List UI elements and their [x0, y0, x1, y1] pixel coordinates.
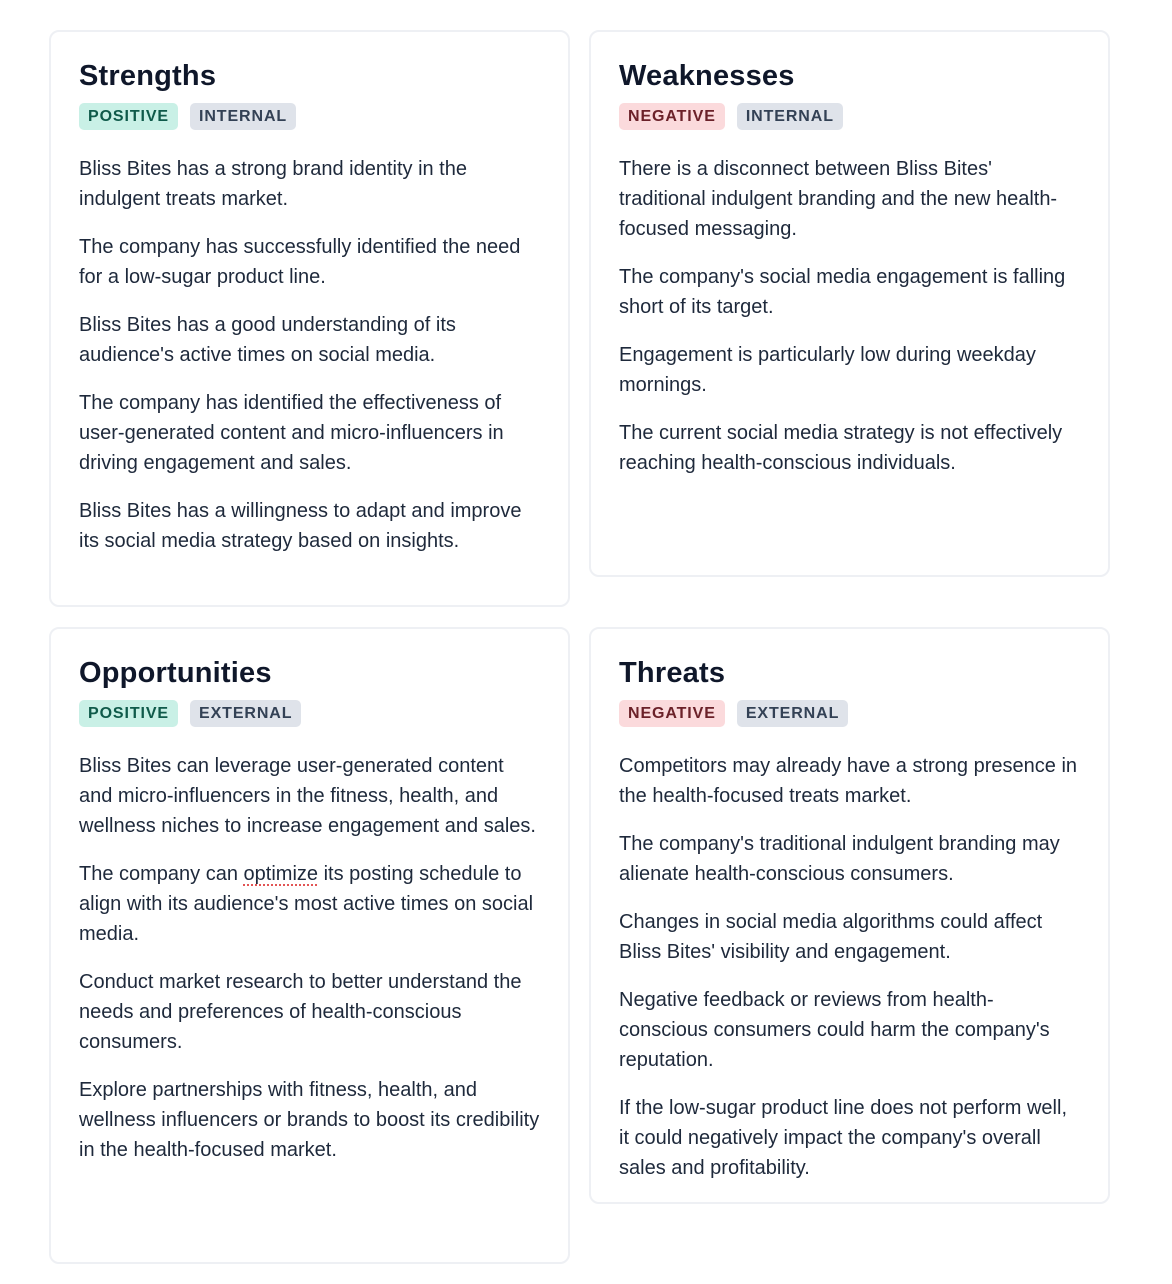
- internal-tag: INTERNAL: [190, 103, 296, 130]
- list-item: Changes in social media algorithms could affect Bliss Bites' visibility and engagement.: [619, 911, 1043, 963]
- list-item: Bliss Bites has a strong brand identity in the indulgent treats market.: [79, 158, 467, 210]
- positive-tag: POSITIVE: [79, 700, 178, 727]
- weaknesses-list: [619, 154, 1080, 478]
- negative-tag: NEGATIVE: [619, 103, 725, 130]
- list-item: The company has identified the effectiveness of user-generated content and micro-influencers in driving engagement and sales.: [79, 392, 504, 474]
- external-tag: EXTERNAL: [190, 700, 301, 727]
- weaknesses-card: [589, 30, 1110, 577]
- list-item: The company has successfully identified the need for a low-sugar product line.: [79, 236, 521, 288]
- strengths-title: Strengths: [79, 60, 217, 92]
- list-item: Engagement is particularly low during weekday mornings.: [619, 344, 1036, 396]
- opportunities-tags: [79, 700, 540, 727]
- positive-tag: POSITIVE: [79, 103, 178, 130]
- list-item: If the low-sugar product line does not perform well, it could negatively impact the company's overall sales and profitability.: [619, 1097, 1067, 1179]
- threats-title: Threats: [619, 657, 726, 689]
- list-item: The company's traditional indulgent branding may alienate health-conscious consumers.: [619, 833, 1060, 885]
- list-item: The company's social media engagement is falling short of its target.: [619, 266, 1066, 318]
- list-item: There is a disconnect between Bliss Bites' traditional indulgent branding and the new health-focused messaging.: [619, 158, 1058, 240]
- strengths-list: [79, 154, 540, 556]
- list-item: Bliss Bites has a willingness to adapt and improve its social media strategy based on insights.: [79, 500, 522, 552]
- list-item: Negative feedback or reviews from health-conscious consumers could harm the company's reputation.: [619, 989, 1050, 1071]
- list-item: The company can optimize its posting schedule to align with its audience's most active times on social media.: [79, 863, 534, 945]
- weaknesses-title: Weaknesses: [619, 60, 795, 92]
- external-tag: EXTERNAL: [737, 700, 848, 727]
- opportunities-card: [49, 627, 570, 1264]
- internal-tag: INTERNAL: [737, 103, 843, 130]
- list-item: Conduct market research to better understand the needs and preferences of health-conscious consumers.: [79, 971, 522, 1053]
- opportunities-list: [79, 751, 540, 1165]
- weaknesses-tags: [619, 103, 1080, 130]
- list-item: Bliss Bites can leverage user-generated content and micro-influencers in the fitness, health, and wellness niches to increase engagement and sales.: [79, 755, 536, 837]
- threats-card: [589, 627, 1110, 1204]
- spellcheck-word: optimize: [243, 863, 319, 885]
- threats-tags: [619, 700, 1080, 727]
- list-item: Bliss Bites has a good understanding of its audience's active times on social media.: [79, 314, 456, 366]
- list-item: The current social media strategy is not effectively reaching health-conscious individuals.: [619, 422, 1063, 474]
- list-item: Explore partnerships with fitness, health, and wellness influencers or brands to boost its credibility in the health-focused market.: [79, 1079, 540, 1161]
- negative-tag: NEGATIVE: [619, 700, 725, 727]
- threats-list: [619, 751, 1080, 1183]
- strengths-tags: [79, 103, 540, 130]
- opportunities-title: Opportunities: [79, 657, 272, 689]
- strengths-card: [49, 30, 570, 607]
- list-item: Competitors may already have a strong presence in the health-focused treats market.: [619, 755, 1078, 807]
